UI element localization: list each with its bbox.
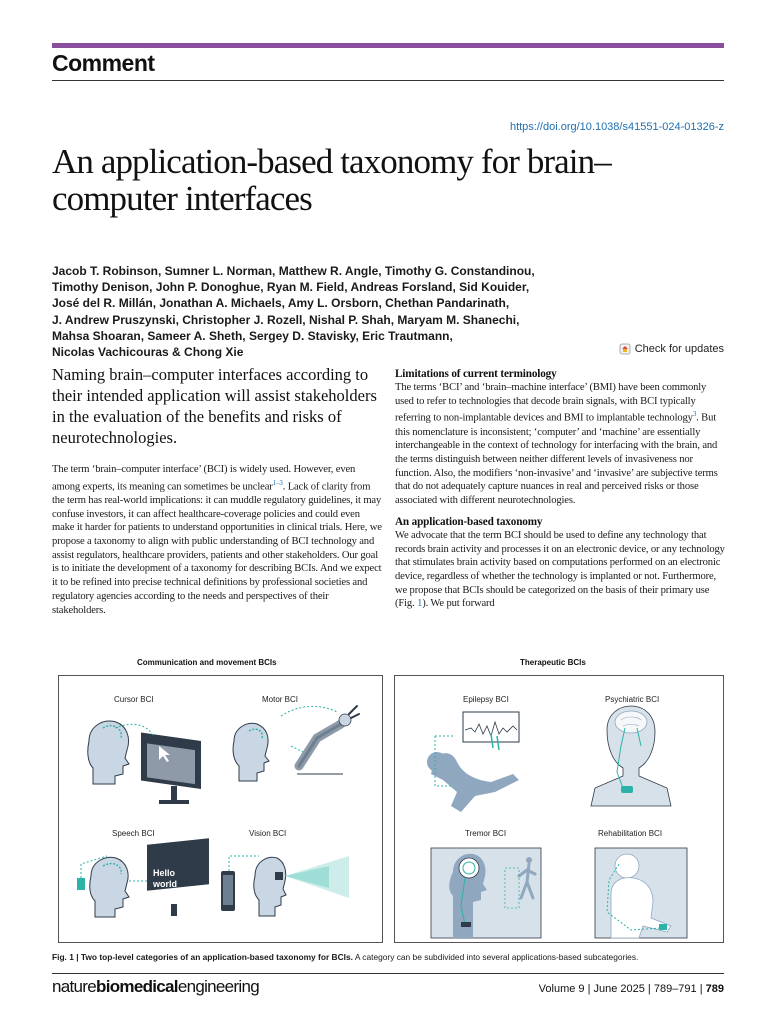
journal-name-part: engineering [177,977,259,996]
text-run: The terms ‘BCI’ and ‘brain–machine interface’ (BMI) have been commonly used to refer to technologies that decode brain signals, with BCI typically referring to non-implantable devices and BMI to implantable technology [395,382,707,424]
journal-name [52,977,259,997]
author-line: Timothy Denison, John P. Donoghue, Ryan M. Field, Andreas Forsland, Sid Kouider, [52,280,530,295]
speech-bci-illustration [77,838,209,917]
therapeutic-illustration [395,676,725,944]
caption-text: A category can be subdivided into several applications-based subcategories. [352,952,639,962]
body-paragraph [52,463,384,617]
check-for-updates-button[interactable] [619,343,724,355]
tremor-bci-illustration [431,848,541,938]
panel-label-vision: Vision BCI [249,829,287,838]
doi-link[interactable]: https://doi.org/10.1038/s41551-024-01326-z [509,121,724,133]
figure-link[interactable]: 1 [417,598,423,610]
text-run: The term ‘brain–computer interface’ (BCI) is widely used. However, even among experts, its meaning can sometimes be unclear [52,464,356,493]
article-title: An application-based taxonomy for brain–computer interfaces [52,142,611,218]
body-right-column [395,367,725,611]
text-run: . Lack of clarity from the term has real-world implications: it can muddle regulatory guidelines, it may confuse investors, it can affect healthcare-coverage policies and could even make it harder for patients to understand opportunities in clinical trials. Here, we propose a taxonomy to align with public understanding of BCI technology and assist regulators, healthcare providers, patients and other stakeholders. Our goal is to initiate the development of a taxonomy for describing BCIs. And we expect it to be refined into precise technical definitions by professional societies and regulatory agencies according to the needs and perspectives of their stakeholders. [52,481,382,616]
subheading-taxonomy: An application-based taxonomy [395,515,543,528]
top-accent-rule [52,43,724,48]
panel-label-psychiatric: Psychiatric BCI [605,695,660,704]
panel-label-speech: Speech BCI [112,829,155,838]
text-run: We advocate that the term BCI should be used to define any technology that records brain activity and processes it on an electronic device, or any technology that stimulates brain activity based on computations performed on an electronic device, regardless of whether the technology is implanted or not. Furthermore, we propose that BCIs should be categorized on the basis of their primary use (Fig. [395,529,725,610]
text-run: . But this nomenclature is inconsistent; ‘computer’ and ‘machine’ are essentially interchangeable in the context of technology for interfacing with the brain, and the terms distinguish between neither different levels of invasiveness nor function. Also, the modifiers ‘non-invasive’ and ‘invasive’ are subjective terms that do not adequately capture nuances in real and perceived risks or those associated with different neurotechnologies. [395,412,718,507]
cursor-bci-illustration [88,721,201,804]
author-line: J. Andrew Pruszynski, Christopher J. Rozell, Nishal P. Shah, Maryam M. Shanechi, [52,312,520,327]
motor-bci-illustration [233,706,359,781]
section-label: Comment [52,50,155,76]
vision-bci-illustration [221,856,349,916]
author-line: Mahsa Shoaran, Sameer A. Sheth, Sergey D. Stavisky, Eric Trautmann, [52,328,453,343]
journal-name-part: biomedical [96,977,178,996]
header-rule [52,80,724,81]
volume-text: Volume 9 | June 2025 | 789–791 | [538,983,706,995]
panel-label-cursor: Cursor BCI [114,695,154,704]
communication-movement-panel [58,675,383,943]
body-left-column [52,463,384,617]
reference-link[interactable]: 3 [692,410,697,419]
page-number: 789 [705,983,724,995]
journal-name-part: nature [52,977,97,996]
check-updates-label: Check for updates [634,343,724,355]
body-paragraph [395,529,725,611]
figure-right-title: Therapeutic BCIs [520,658,586,667]
panel-label-motor: Motor BCI [262,695,299,704]
text-run: ). We put forward [422,598,495,610]
panel-label-rehab: Rehabilitation BCI [598,829,663,838]
subheading-limitations: Limitations of current terminology [395,368,557,380]
reference-link[interactable]: 1–3 [272,478,283,487]
footer-volume-info [539,983,724,995]
epilepsy-bci-illustration [427,712,519,812]
author-line: José del R. Millán, Jonathan A. Michaels, Amy L. Orsborn, Chethan Pandarinath, [52,296,510,311]
figure-left-title: Communication and movement BCIs [137,658,277,667]
author-line: Nicolas Vachicouras & Chong Xie [52,345,244,360]
footer-rule [52,973,724,974]
author-line: Jacob T. Robinson, Sumner L. Norman, Matthew R. Angle, Timothy G. Constandinou, [52,264,535,278]
communication-movement-illustration [59,676,384,944]
speech-screen-text-1: Hello [153,868,176,878]
panel-label-epilepsy: Epilepsy BCI [463,695,509,704]
check-updates-icon [619,343,631,355]
therapeutic-panel [394,675,724,943]
caption-label: Fig. 1 | Two top-level categories of an application-based taxonomy for BCIs. [52,952,353,962]
panel-label-tremor: Tremor BCI [465,829,507,838]
speech-screen-text-2: world [153,879,177,889]
body-paragraph [395,381,725,508]
standfirst: Naming brain–computer interfaces according to their intended application will assist stakeholders in the evaluation of the benefits and risks of neurotechnologies. [52,365,377,447]
figure-caption [52,952,732,962]
rehabilitation-bci-illustration [595,848,687,938]
psychiatric-bci-illustration [591,706,671,806]
author-list [52,263,582,360]
